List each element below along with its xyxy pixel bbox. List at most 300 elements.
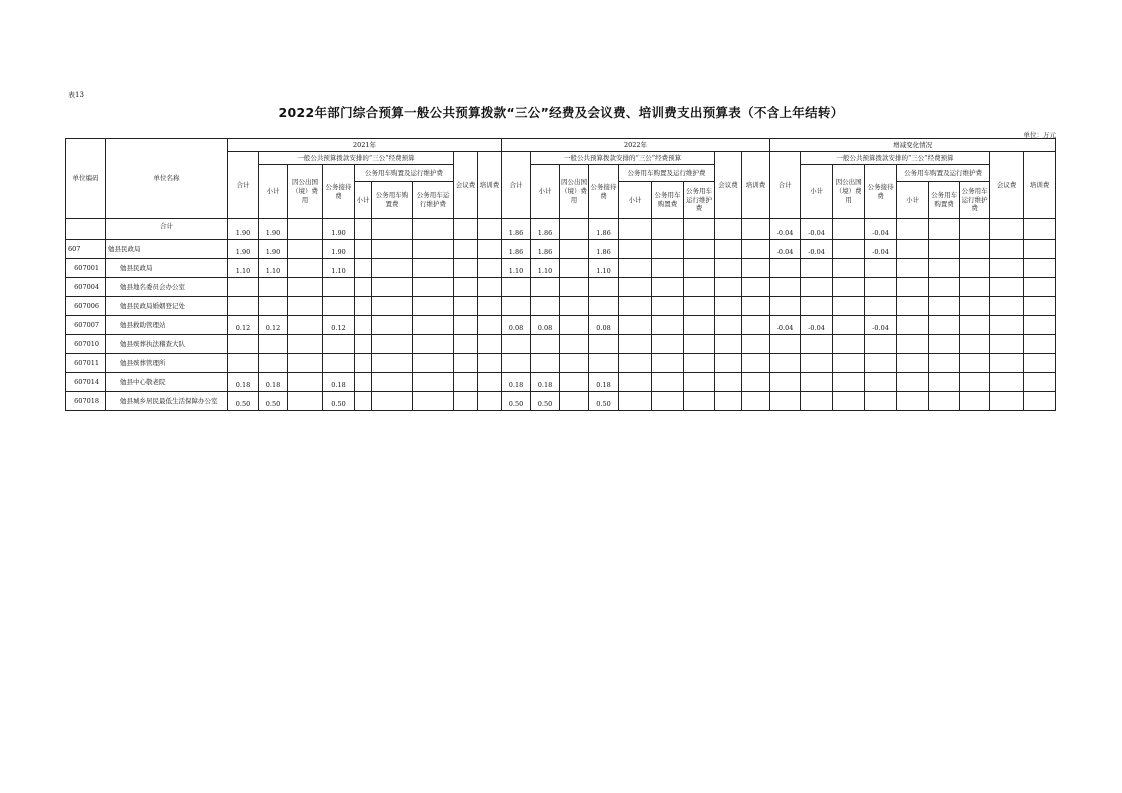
- cell-value: [355, 373, 372, 392]
- cell-value: [801, 354, 833, 373]
- cell-value: [372, 354, 413, 373]
- cell-value: [833, 335, 865, 354]
- cell-value: [454, 316, 478, 335]
- cell-value: [929, 335, 960, 354]
- cell-value: [684, 392, 715, 411]
- cell-value: 1.10: [259, 259, 288, 278]
- cell-value: -0.04: [865, 316, 897, 335]
- cell-value: [413, 219, 454, 240]
- cell-value: [228, 354, 259, 373]
- cell-value: [372, 335, 413, 354]
- cell-value: [715, 259, 742, 278]
- cell-value: [684, 278, 715, 297]
- cell-value: [560, 354, 589, 373]
- cell-value: [372, 373, 413, 392]
- cell-value: [960, 259, 990, 278]
- header-reception-change: 公务接待费: [865, 165, 897, 219]
- cell-unit-code: 607006: [66, 297, 106, 316]
- cell-value: [288, 219, 323, 240]
- header-training-2022: 培训费: [742, 152, 770, 219]
- cell-value: [619, 316, 652, 335]
- cell-value: [355, 297, 372, 316]
- cell-value: [259, 354, 288, 373]
- header-veh-purchase-2021: 公务用车购置费: [372, 182, 413, 219]
- cell-value: [478, 240, 502, 259]
- cell-value: [1024, 354, 1056, 373]
- cell-value: 0.12: [259, 316, 288, 335]
- cell-value: [288, 392, 323, 411]
- cell-unit-name: 勉县城乡居民最低生活保障办公室: [106, 392, 228, 411]
- cell-value: [801, 297, 833, 316]
- cell-value: 1.90: [259, 219, 288, 240]
- cell-value: [684, 219, 715, 240]
- cell-value: [228, 335, 259, 354]
- table-row: [66, 373, 1056, 392]
- cell-value: [619, 373, 652, 392]
- cell-value: [355, 219, 372, 240]
- cell-unit-name: 勉县中心敬老院: [106, 373, 228, 392]
- cell-value: [865, 392, 897, 411]
- cell-value: [531, 354, 560, 373]
- cell-value: [1024, 297, 1056, 316]
- cell-unit-code: 607011: [66, 354, 106, 373]
- cell-value: [742, 316, 770, 335]
- cell-value: [990, 240, 1024, 259]
- cell-value: [478, 219, 502, 240]
- cell-value: [990, 335, 1024, 354]
- cell-value: [372, 259, 413, 278]
- cell-value: [742, 373, 770, 392]
- cell-value: [990, 219, 1024, 240]
- cell-value: [454, 219, 478, 240]
- cell-value: [990, 392, 1024, 411]
- page-title: 2022年部门综合预算一般公共预算拨款“三公”经费及会议费、培训费支出预算表（不含上年结转）: [278, 105, 844, 120]
- cell-value: [833, 354, 865, 373]
- table-row: [66, 278, 1056, 297]
- cell-value: 0.50: [259, 392, 288, 411]
- cell-value: [619, 297, 652, 316]
- header-total-2022: 合计: [502, 152, 531, 219]
- cell-unit-name: 勉县民政局: [106, 240, 228, 259]
- cell-value: [372, 278, 413, 297]
- cell-value: [715, 335, 742, 354]
- cell-unit-name: 勉县地名委员会办公室: [106, 278, 228, 297]
- cell-value: [897, 373, 929, 392]
- cell-value: [742, 278, 770, 297]
- cell-value: [1024, 259, 1056, 278]
- cell-value: [478, 278, 502, 297]
- header-meeting-change: 会议费: [990, 152, 1024, 219]
- cell-unit-code: [66, 219, 106, 240]
- cell-value: [413, 373, 454, 392]
- cell-value: [323, 335, 355, 354]
- cell-value: [619, 392, 652, 411]
- cell-value: [770, 373, 801, 392]
- cell-unit-code: 607: [66, 240, 106, 259]
- cell-value: [929, 259, 960, 278]
- cell-value: [355, 316, 372, 335]
- header-abroad-2021: 因公出国（境）费用: [288, 165, 323, 219]
- cell-value: [990, 259, 1024, 278]
- cell-value: [929, 373, 960, 392]
- cell-value: [897, 316, 929, 335]
- cell-value: [897, 335, 929, 354]
- cell-value: [801, 278, 833, 297]
- cell-value: [715, 373, 742, 392]
- cell-value: [684, 240, 715, 259]
- cell-value: 0.12: [228, 316, 259, 335]
- cell-value: [355, 354, 372, 373]
- cell-value: [833, 278, 865, 297]
- cell-value: [897, 297, 929, 316]
- cell-value: [619, 354, 652, 373]
- cell-value: [960, 354, 990, 373]
- header-veh-subtotal-2021: 小计: [355, 182, 372, 219]
- cell-value: [589, 335, 619, 354]
- header-three-public-change: 一般公共预算拨款安排的“三公”经费预算: [801, 152, 990, 165]
- header-meeting-2022: 会议费: [715, 152, 742, 219]
- cell-value: [288, 373, 323, 392]
- cell-value: [715, 240, 742, 259]
- table-row: [66, 392, 1056, 411]
- cell-value: [742, 354, 770, 373]
- cell-value: [502, 335, 531, 354]
- cell-value: [960, 316, 990, 335]
- cell-value: [652, 373, 684, 392]
- cell-value: -0.04: [770, 219, 801, 240]
- cell-value: 1.90: [323, 219, 355, 240]
- cell-value: [502, 297, 531, 316]
- cell-value: [454, 373, 478, 392]
- header-reception-2022: 公务接待费: [589, 165, 619, 219]
- cell-value: [929, 354, 960, 373]
- cell-value: [1024, 392, 1056, 411]
- header-training-change: 培训费: [1024, 152, 1056, 219]
- table-row: [66, 259, 1056, 278]
- header-veh-operate-change: 公务用车运行维护费: [960, 182, 990, 219]
- cell-value: [560, 219, 589, 240]
- header-training-2021: 培训费: [478, 152, 502, 219]
- cell-value: -0.04: [801, 240, 833, 259]
- cell-value: [833, 316, 865, 335]
- cell-unit-code: 607010: [66, 335, 106, 354]
- cell-unit-code: 607014: [66, 373, 106, 392]
- cell-value: [865, 297, 897, 316]
- cell-value: [288, 240, 323, 259]
- cell-value: 1.90: [228, 240, 259, 259]
- cell-value: 0.08: [589, 316, 619, 335]
- cell-value: [990, 278, 1024, 297]
- cell-value: [865, 373, 897, 392]
- cell-value: 0.50: [502, 392, 531, 411]
- cell-value: [323, 354, 355, 373]
- cell-value: [865, 259, 897, 278]
- cell-value: [413, 240, 454, 259]
- header-subtotal-change: 小计: [801, 165, 833, 219]
- cell-value: [652, 219, 684, 240]
- cell-value: [478, 354, 502, 373]
- cell-value: [454, 259, 478, 278]
- cell-value: [560, 240, 589, 259]
- cell-value: [865, 354, 897, 373]
- cell-value: [589, 354, 619, 373]
- header-three-public-2021: 一般公共预算拨款安排的“三公”经费预算: [259, 152, 454, 165]
- cell-value: [619, 240, 652, 259]
- cell-value: [413, 354, 454, 373]
- cell-value: [560, 335, 589, 354]
- cell-value: [619, 219, 652, 240]
- cell-value: [478, 297, 502, 316]
- cell-value: [960, 297, 990, 316]
- cell-value: [1024, 219, 1056, 240]
- cell-value: [833, 392, 865, 411]
- header-veh-operate-2022: 公务用车运行维护费: [684, 182, 715, 219]
- cell-value: [770, 335, 801, 354]
- cell-value: [288, 354, 323, 373]
- header-veh-operate-2021: 公务用车运行维护费: [413, 182, 454, 219]
- cell-value: [990, 316, 1024, 335]
- cell-value: [1024, 278, 1056, 297]
- cell-value: [228, 278, 259, 297]
- cell-value: [355, 278, 372, 297]
- cell-unit-code: 607001: [66, 259, 106, 278]
- header-veh-subtotal-change: 小计: [897, 182, 929, 219]
- cell-value: [502, 354, 531, 373]
- cell-value: [652, 297, 684, 316]
- cell-value: [770, 259, 801, 278]
- cell-value: [897, 392, 929, 411]
- cell-value: [589, 278, 619, 297]
- cell-value: 1.86: [502, 219, 531, 240]
- cell-value: [652, 354, 684, 373]
- cell-value: [652, 278, 684, 297]
- cell-value: 0.18: [228, 373, 259, 392]
- cell-value: [684, 354, 715, 373]
- cell-value: -0.04: [801, 219, 833, 240]
- cell-value: [960, 278, 990, 297]
- header-vehicle-2022: 公务用车购置及运行维护费: [619, 165, 715, 182]
- cell-value: -0.04: [865, 219, 897, 240]
- cell-value: [897, 259, 929, 278]
- header-vehicle-2021: 公务用车购置及运行维护费: [355, 165, 454, 182]
- cell-value: [684, 335, 715, 354]
- cell-value: [531, 335, 560, 354]
- cell-value: 1.10: [502, 259, 531, 278]
- cell-value: 1.86: [502, 240, 531, 259]
- cell-value: [960, 219, 990, 240]
- cell-value: [990, 373, 1024, 392]
- cell-value: [715, 392, 742, 411]
- cell-value: [801, 392, 833, 411]
- cell-value: [478, 259, 502, 278]
- header-2021: 2021年: [228, 139, 502, 152]
- cell-value: [478, 335, 502, 354]
- cell-value: [929, 219, 960, 240]
- cell-value: [560, 392, 589, 411]
- cell-value: 0.18: [531, 373, 560, 392]
- cell-value: [960, 373, 990, 392]
- cell-value: 0.18: [259, 373, 288, 392]
- cell-value: -0.04: [801, 316, 833, 335]
- cell-value: [1024, 373, 1056, 392]
- cell-value: [770, 392, 801, 411]
- cell-value: [288, 278, 323, 297]
- cell-value: [833, 219, 865, 240]
- header-subtotal-2021: 小计: [259, 165, 288, 219]
- cell-value: [454, 297, 478, 316]
- cell-value: 1.90: [228, 219, 259, 240]
- cell-value: [560, 259, 589, 278]
- cell-value: 0.18: [502, 373, 531, 392]
- cell-value: [742, 297, 770, 316]
- cell-value: [684, 259, 715, 278]
- cell-value: [372, 240, 413, 259]
- cell-value: [288, 297, 323, 316]
- cell-value: 0.18: [589, 373, 619, 392]
- cell-value: [960, 240, 990, 259]
- cell-value: [652, 335, 684, 354]
- cell-value: [413, 259, 454, 278]
- table-row: [66, 335, 1056, 354]
- unit-label: 单位：万元: [1023, 131, 1056, 139]
- cell-value: [413, 392, 454, 411]
- table-row: [66, 297, 1056, 316]
- cell-value: [589, 297, 619, 316]
- cell-value: 0.50: [323, 392, 355, 411]
- cell-value: [531, 278, 560, 297]
- cell-value: [413, 278, 454, 297]
- cell-value: [619, 335, 652, 354]
- cell-value: [478, 392, 502, 411]
- cell-value: [897, 219, 929, 240]
- cell-value: 0.12: [323, 316, 355, 335]
- cell-value: [715, 316, 742, 335]
- header-veh-subtotal-2022: 小计: [619, 182, 652, 219]
- header-subtotal-2022: 小计: [531, 165, 560, 219]
- header-meeting-2021: 会议费: [454, 152, 478, 219]
- cell-value: [833, 240, 865, 259]
- cell-value: [770, 297, 801, 316]
- cell-value: 1.10: [323, 259, 355, 278]
- cell-value: 1.86: [589, 219, 619, 240]
- cell-value: [619, 259, 652, 278]
- table-number: 表13: [68, 91, 84, 99]
- cell-value: [355, 335, 372, 354]
- cell-value: [742, 392, 770, 411]
- cell-value: [990, 354, 1024, 373]
- cell-value: [833, 259, 865, 278]
- header-2022: 2022年: [502, 139, 770, 152]
- cell-value: [355, 392, 372, 411]
- cell-value: [1024, 316, 1056, 335]
- table-row: [66, 354, 1056, 373]
- cell-value: [1024, 240, 1056, 259]
- cell-value: [288, 335, 323, 354]
- cell-value: 0.50: [589, 392, 619, 411]
- header-row-years: [66, 139, 1056, 152]
- cell-value: [929, 240, 960, 259]
- cell-value: [865, 278, 897, 297]
- cell-value: [372, 219, 413, 240]
- cell-value: [478, 316, 502, 335]
- cell-value: [715, 297, 742, 316]
- cell-value: [560, 316, 589, 335]
- cell-value: [323, 297, 355, 316]
- cell-value: [833, 297, 865, 316]
- cell-value: [454, 240, 478, 259]
- cell-value: [355, 259, 372, 278]
- cell-unit-name: 勉县殡葬执法稽查大队: [106, 335, 228, 354]
- cell-value: [684, 316, 715, 335]
- cell-value: 1.90: [259, 240, 288, 259]
- cell-value: [652, 316, 684, 335]
- cell-value: [454, 354, 478, 373]
- cell-value: [833, 373, 865, 392]
- header-abroad-2022: 因公出国（境）费用: [560, 165, 589, 219]
- cell-value: -0.04: [865, 240, 897, 259]
- cell-unit-name: 合计: [106, 219, 228, 240]
- cell-value: [990, 297, 1024, 316]
- header-code: 单位编码: [66, 139, 106, 219]
- cell-value: 0.08: [502, 316, 531, 335]
- cell-value: [929, 392, 960, 411]
- cell-unit-name: 勉县殡葬管理所: [106, 354, 228, 373]
- cell-value: [454, 335, 478, 354]
- cell-value: [372, 297, 413, 316]
- cell-value: -0.04: [770, 316, 801, 335]
- cell-value: [454, 278, 478, 297]
- cell-value: [560, 278, 589, 297]
- cell-value: [652, 259, 684, 278]
- budget-table: [65, 138, 1056, 411]
- cell-unit-name: 勉县救助管理站: [106, 316, 228, 335]
- cell-value: [801, 259, 833, 278]
- cell-value: [652, 240, 684, 259]
- header-abroad-change: 因公出国（境）费用: [833, 165, 865, 219]
- cell-value: [742, 335, 770, 354]
- cell-value: 1.86: [589, 240, 619, 259]
- cell-unit-code: 607007: [66, 316, 106, 335]
- cell-value: [372, 316, 413, 335]
- cell-value: -0.04: [770, 240, 801, 259]
- cell-value: 1.10: [531, 259, 560, 278]
- header-change: 增减变化情况: [770, 139, 1056, 152]
- cell-value: 1.86: [531, 240, 560, 259]
- cell-value: 0.50: [531, 392, 560, 411]
- cell-value: [801, 335, 833, 354]
- cell-value: [259, 278, 288, 297]
- table-row: [66, 316, 1056, 335]
- cell-value: 0.08: [531, 316, 560, 335]
- header-veh-purchase-2022: 公务用车购置费: [652, 182, 684, 219]
- cell-value: [228, 297, 259, 316]
- cell-value: [715, 219, 742, 240]
- cell-value: 1.10: [589, 259, 619, 278]
- header-veh-purchase-change: 公务用车购置费: [929, 182, 960, 219]
- cell-value: [929, 316, 960, 335]
- cell-value: [770, 278, 801, 297]
- cell-value: [413, 316, 454, 335]
- cell-value: [684, 297, 715, 316]
- cell-value: [560, 373, 589, 392]
- header-name: 单位名称: [106, 139, 228, 219]
- cell-value: 1.86: [531, 219, 560, 240]
- cell-value: [502, 278, 531, 297]
- cell-value: [1024, 335, 1056, 354]
- cell-value: [323, 278, 355, 297]
- cell-value: [413, 297, 454, 316]
- cell-value: 0.18: [323, 373, 355, 392]
